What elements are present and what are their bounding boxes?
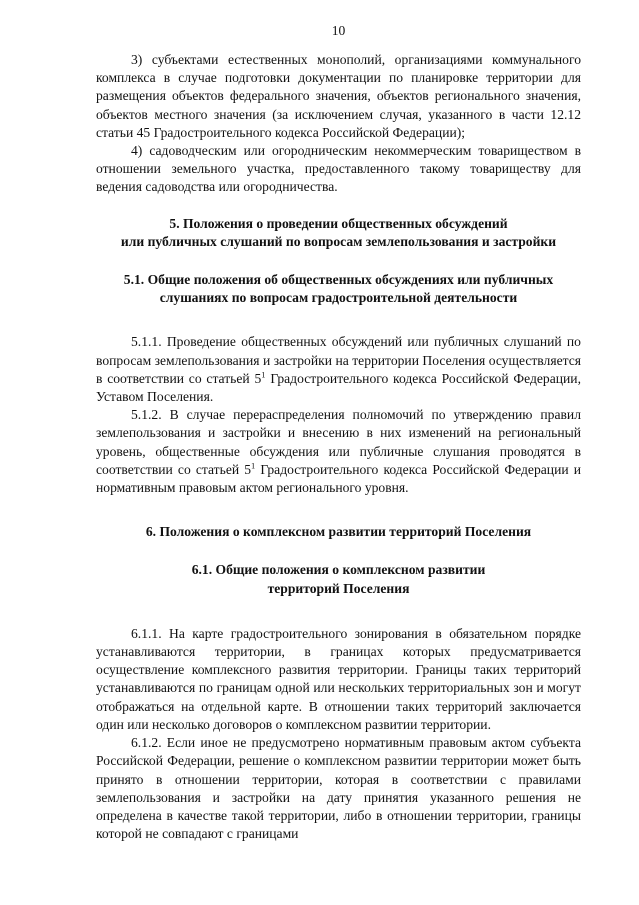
- list-item-text: садоводческим или огородническим некоммерческим товариществом в отношении земельного участка, предоставленного такому товариществу для ведения садоводства или огородничества.: [96, 143, 581, 195]
- paragraph-text: Если иное не предусмотрено нормативным правовым актом субъекта Российской Федерации, решение о комплексном развитии территории может быть принято в отношении территории, которая в соответствии с правилами землепользования и застройки на дату принятия указанного решения не определена в качестве такой территории, либо в отношении территории, границы которой не совпадают с границами: [96, 735, 581, 842]
- paragraph-number: 5.1.2.: [131, 407, 162, 423]
- paragraph-5-1-2: [96, 406, 581, 497]
- section-6-1-heading-line-1: 6.1. Общие положения о комплексном развитии: [191, 562, 486, 578]
- paragraph-text: На карте градостроительного зонирования в обязательном порядке устанавливаются территории, в границах которых предусматривается осуществление комплексного развития территории. Границы таких территорий устанавливаются по границам одной или нескольких территориальных зон и могут отображаться на отдельной карте. В отношении таких территорий заключается один или несколько договоров о комплексном развитии территории.: [96, 625, 582, 732]
- section-6-heading-line: 6. Положения о комплексном развитии территорий Поселения: [145, 524, 532, 540]
- list-item-text: субъектами естественных монополий, организациями коммунального комплекса в случае подготовки документации по планировке территории для размещения объектов федерального значения, объектов регионального значения, объектов местного значения (за исключением случая, указанного в части 12.12 статьи 45 Градостроительного кодекса Российской Федерации);: [96, 52, 582, 140]
- section-5-heading-line-1: 5. Положения о проведении общественных обсуждений: [169, 215, 508, 231]
- page-number: 10: [331, 23, 346, 38]
- section-5-1-heading-line-2: слушаниях по вопросам градостроительной деятельности: [159, 290, 518, 306]
- paragraph-text: В случае перераспределения полномочий по утверждению правил землепользования и застройки и внесению в них изменений на региональный уровень, общественные обсуждения или публичные слушания проводятся в соответствии со статьей 5: [96, 407, 581, 477]
- list-item-number: 3): [131, 52, 143, 67]
- section-5-heading: [96, 215, 581, 251]
- section-5-1-heading-line-1: 5.1. Общие положения об общественных обсуждениях или публичных: [123, 272, 554, 288]
- paragraph-number: 6.1.1.: [131, 625, 162, 641]
- paragraph-text: Проведение общественных обсуждений или публичных слушаний по вопросам землепользования и застройки на территории Поселения осуществляется в соответствии со статьей 5: [96, 334, 581, 386]
- list-item-3: [96, 51, 581, 142]
- paragraph-text-continued: Градостроительного кодекса Российской Федерации и нормативным правовым актом регионального уровня.: [96, 461, 581, 496]
- paragraph-number: 5.1.1.: [131, 334, 162, 350]
- section-6-1-heading-line-2: территорий Поселения: [267, 580, 410, 596]
- paragraph-number: 6.1.2.: [131, 735, 162, 751]
- paragraph-6-1-1: [96, 625, 581, 734]
- section-6-1-heading: [96, 561, 581, 597]
- section-5-heading-line-2: или публичных слушаний по вопросам землепользования и застройки: [120, 233, 557, 249]
- paragraph-text-continued: Градостроительного кодекса Российской Федерации, Уставом Поселения.: [96, 370, 581, 405]
- paragraph-5-1-1: [96, 333, 581, 406]
- paragraph-6-1-2: [96, 734, 581, 843]
- superscript: 1: [251, 460, 256, 471]
- section-6-heading: [96, 523, 581, 541]
- list-item-number: 4): [131, 143, 143, 159]
- list-item-4: [96, 142, 581, 197]
- section-5-1-heading: [96, 271, 581, 307]
- superscript: 1: [261, 369, 266, 380]
